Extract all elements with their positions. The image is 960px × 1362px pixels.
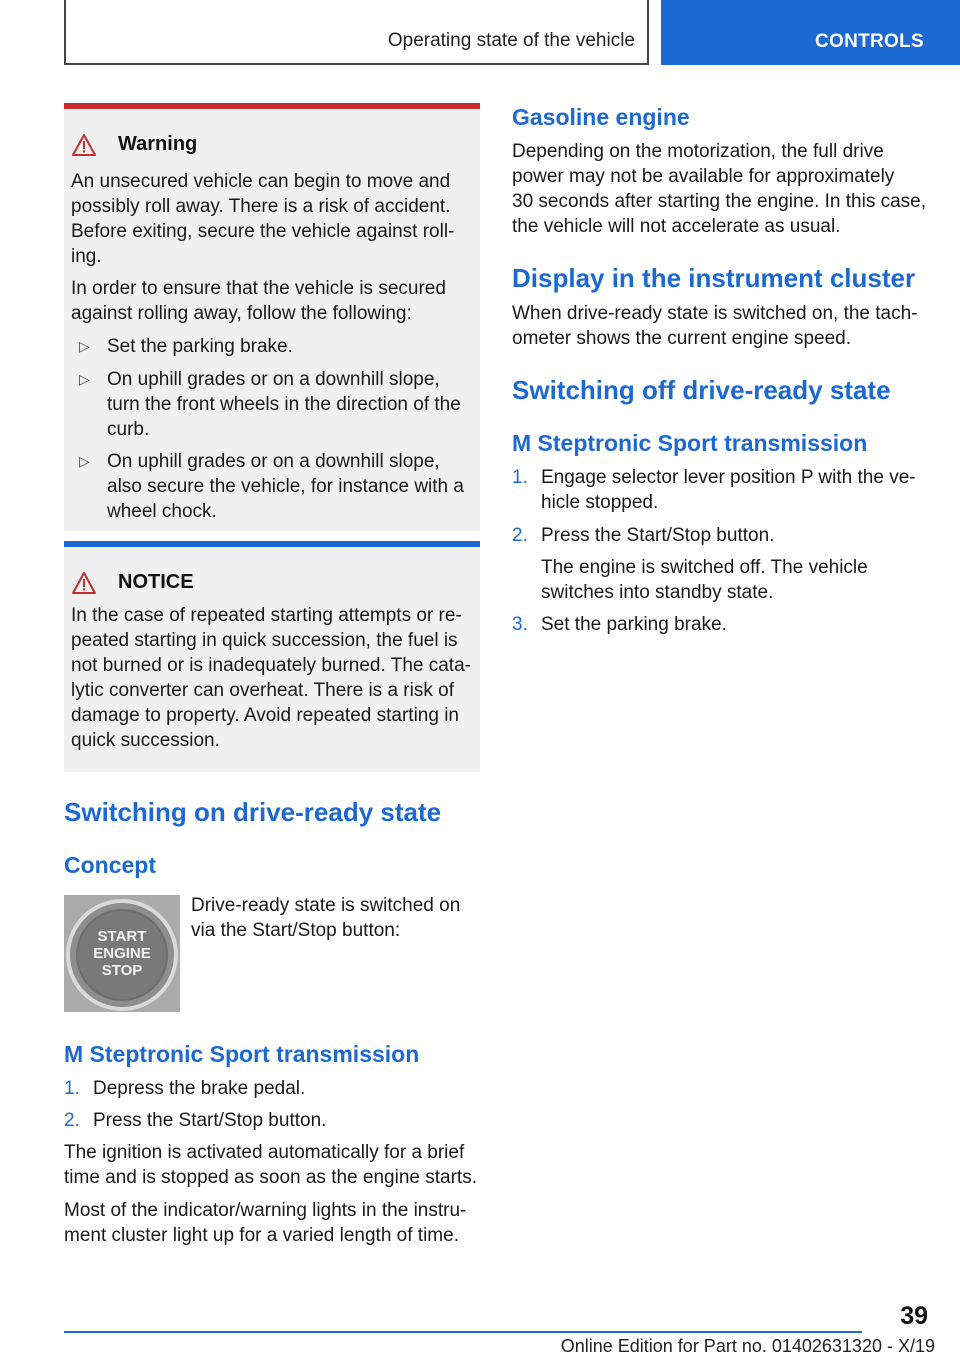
warning-bullet-3: ▷ On uphill grades or on a downhill slope, also secure the vehicle, for instance with a wheel chock.	[79, 451, 464, 522]
notice-title-row	[72, 571, 194, 594]
warning-bullet-2: ▷ On uphill grades or on a downhill slope, turn the front wheels in the direction of the curb.	[79, 369, 461, 440]
notice-triangle-icon	[72, 572, 96, 594]
display-text: When drive-ready state is switched on, the tach‐ ometer shows the current engine speed.	[512, 303, 918, 349]
off-step-2-detail: The engine is switched off. The vehicle switches into standby state.	[541, 557, 868, 603]
on-step-1: 1. Depress the brake pedal.	[64, 1078, 306, 1099]
bullet-triangle-icon: ▷	[79, 371, 90, 387]
header-section-box	[64, 0, 649, 65]
svg-text:ENGINE: ENGINE	[93, 945, 151, 962]
off-step-2: 2. Press the Start/Stop button. The engine is switched off. The vehicle switches into standby state.	[512, 523, 942, 605]
footer-divider	[64, 1331, 862, 1333]
indicator-paragraph: Most of the indicator/warning lights in the instru‐ ment cluster light up for a varied length of time.	[64, 1200, 467, 1246]
msport-heading-on: M Steptronic Sport transmission	[64, 1041, 420, 1067]
notice-title: NOTICE	[118, 571, 194, 593]
display-heading: Display in the instrument cluster	[512, 263, 916, 293]
warning-paragraph-1: An unsecured vehicle can begin to move and possibly roll away. There is a risk of accident. Before exiting, secure the vehicle against roll‐ ing.	[71, 171, 455, 267]
page-number: 39	[900, 1302, 928, 1330]
switching-on-heading: Switching on drive-ready state	[64, 797, 442, 827]
concept-heading: Concept	[64, 852, 156, 878]
header-chapter-tab	[661, 0, 960, 65]
footer-edition-text: Online Edition for Part no. 01402631320 - X/19	[560, 1336, 935, 1356]
on-step-2: 2. Press the Start/Stop button.	[64, 1110, 327, 1131]
warning-title: Warning	[118, 133, 198, 155]
svg-text:STOP: STOP	[101, 962, 143, 979]
start-stop-button-image	[64, 895, 180, 1012]
warning-box	[64, 103, 480, 531]
concept-text: Drive-ready state is switched on via the Start/Stop button:	[191, 895, 461, 941]
warning-triangle-icon	[72, 134, 96, 156]
off-step-1: 1. Engage selector lever position P with the ve‐ hicle stopped.	[512, 467, 916, 513]
off-step-3: 3. Set the parking brake.	[512, 614, 727, 635]
warning-bullet-1: ▷ Set the parking brake.	[79, 336, 293, 357]
bullet-triangle-icon: ▷	[79, 338, 90, 354]
header-section-title: Operating state of the vehicle	[387, 30, 635, 51]
ignition-paragraph: The ignition is activated automatically for a brief time and is stopped as soon as the engine starts.	[64, 1142, 477, 1188]
svg-text:START: START	[97, 928, 147, 945]
warning-title-row	[72, 133, 197, 156]
switching-off-heading: Switching off drive-ready state	[512, 375, 891, 405]
gasoline-text: Depending on the motorization, the full drive power may not be available for approximately 30 seconds after starting the engine. In this case, the vehicle will not accelerate as usual.	[512, 141, 927, 237]
gasoline-heading: Gasoline engine	[512, 104, 690, 130]
start-engine-stop-button-graphic	[64, 895, 180, 1012]
warning-paragraph-2: In order to ensure that the vehicle is secured against rolling away, follow the following:	[71, 278, 446, 324]
notice-paragraph: In the case of repeated starting attempts or re‐ peated starting in quick succession, the fuel is not burned or is inadequately burned. The cata‐ lytic converter can overheat. There is a risk of damage to property. Avoid repeated starting in quick succession.	[71, 605, 471, 751]
bullet-triangle-icon: ▷	[79, 453, 90, 469]
header-chapter-title: CONTROLS	[815, 31, 925, 52]
notice-box	[64, 541, 480, 772]
msport-heading-off: M Steptronic Sport transmission	[512, 430, 868, 456]
